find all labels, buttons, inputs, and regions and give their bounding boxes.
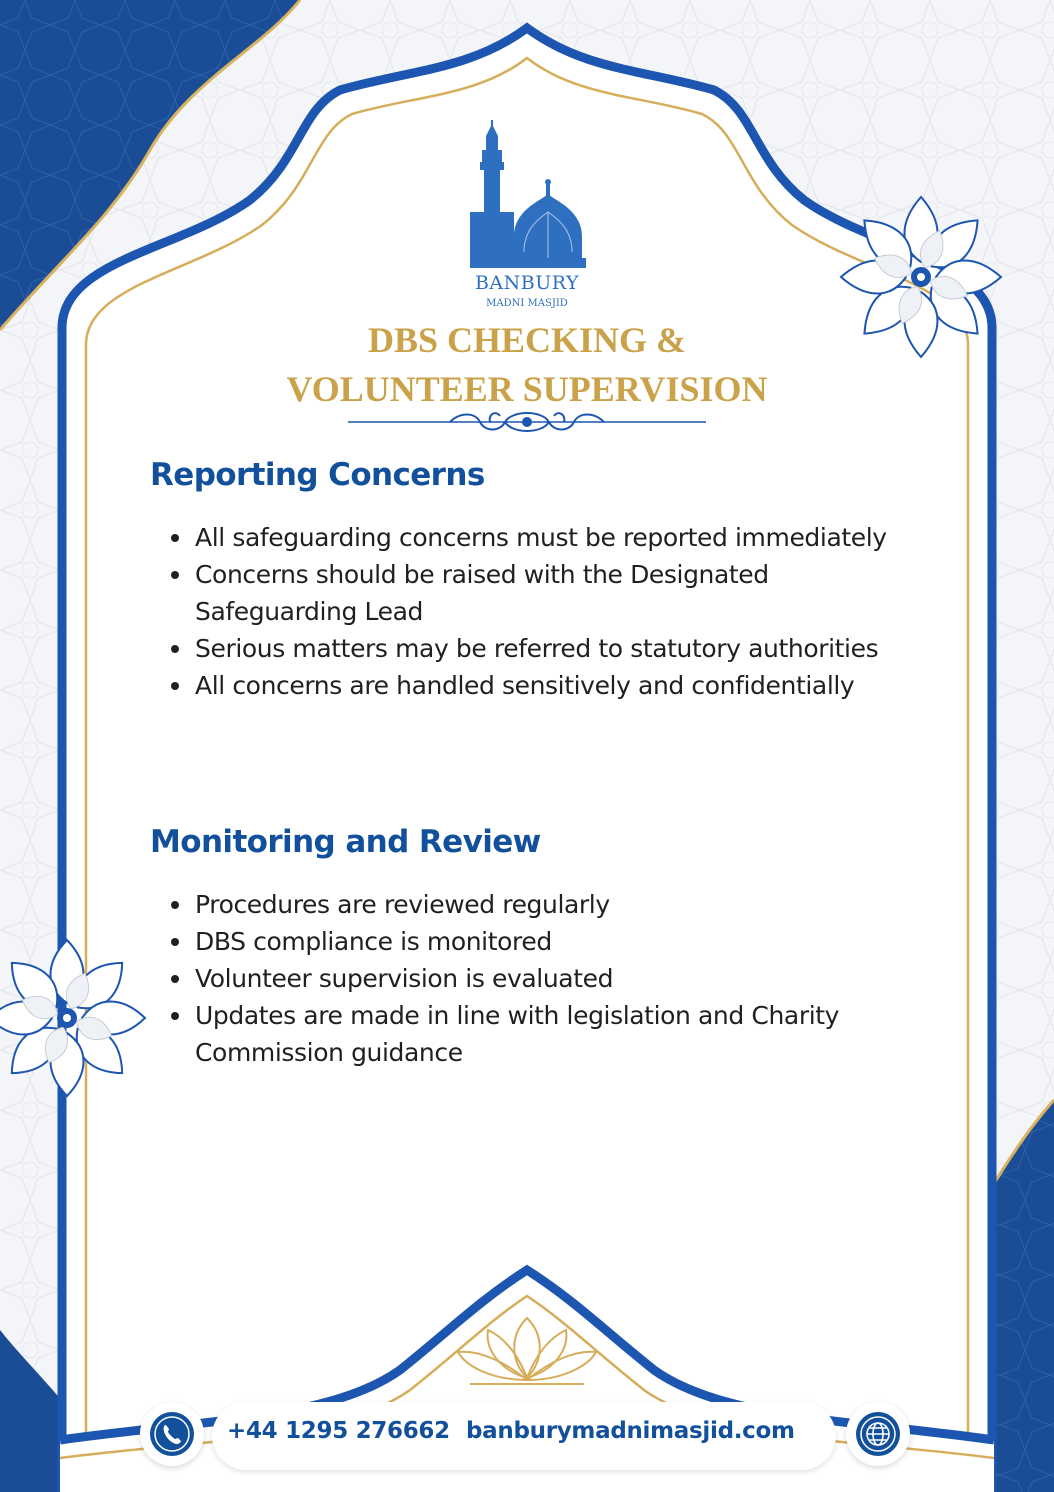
- flower-ornament-icon: [826, 192, 1016, 362]
- reporting-concerns-list: [195, 519, 910, 704]
- list-item: Procedures are reviewed regularly: [195, 886, 910, 923]
- logo-name: BANBURY: [474, 272, 580, 294]
- list-item: Concerns should be raised with the Designated Safeguarding Lead: [195, 556, 910, 630]
- website-button[interactable]: [846, 1402, 910, 1466]
- logo-subname: MADNI MASJID: [486, 298, 568, 309]
- ornamental-divider-icon: [340, 404, 714, 444]
- list-item: All concerns are handled sensitively and confidentially: [195, 667, 910, 704]
- phone-button[interactable]: [140, 1402, 204, 1466]
- website-link[interactable]: banburymadnimasjid.com: [466, 1418, 795, 1444]
- page-title-line-1: DBS CHECKING &: [367, 320, 687, 360]
- phone-number[interactable]: +44 1295 276662: [227, 1418, 450, 1444]
- globe-icon: [854, 1410, 902, 1458]
- monitoring-review-list: [195, 886, 910, 1071]
- flower-ornament-icon: [0, 936, 162, 1101]
- section-heading-reporting-concerns: Reporting Concerns: [150, 457, 485, 493]
- list-item: Volunteer supervision is evaluated: [195, 960, 910, 997]
- page-title-line-2: VOLUNTEER SUPERVISION: [286, 369, 768, 409]
- list-item: Serious matters may be referred to statutory authorities: [195, 630, 910, 667]
- phone-icon: [148, 1410, 196, 1458]
- list-item: All safeguarding concerns must be reported immediately: [195, 519, 910, 556]
- list-item: DBS compliance is monitored: [195, 923, 910, 960]
- section-heading-monitoring-and-review: Monitoring and Review: [150, 824, 541, 860]
- list-item: Updates are made in line with legislation and Charity Commission guidance: [195, 997, 910, 1071]
